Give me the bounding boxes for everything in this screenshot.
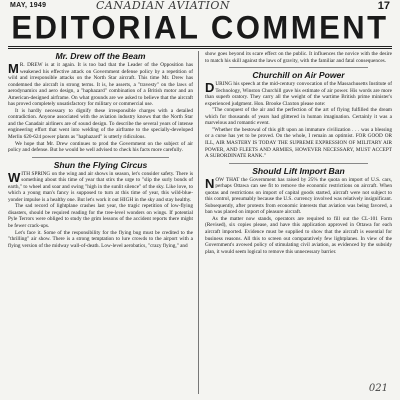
article-paragraph: "The conquest of the air and the perfection of the art of flying fulfilled the dream which for thousands of years had glittered in human imagination. Certainly it was a marvelous and romantic event.: [205, 107, 392, 127]
article-continuation: show goes beyond its scare effect on the public. It influences the novice with the desire to match his skill against the laws of gravity, with the familiar and fatal consequences.: [205, 51, 392, 64]
handwritten-signature: 021: [368, 383, 388, 394]
issue-date: MAY, 1949: [10, 2, 47, 9]
article-paragraph: We hope that Mr. Drew continues to prod the Government on the subject of air policy and defense. But he would be well advised to check his facts more carefully.: [8, 140, 193, 154]
article-drew: [8, 51, 193, 154]
article-import-ban: [205, 166, 392, 256]
article-paragraph: "Whether the bestowal of this gift upon an immature civilization . . . was a blessing or a curse has yet to be proved. On the whole, I remain an optimist. FOR GOOD OR ILL, AIR MASTERY IS TODAY THE SUPREME EXPRESSION OF MILITARY AIR POWER, AND FLEETS AND ARMIES, HOWEVER NECESSARY, MUST ACCEPT A SUBORDINATE RANK.": [205, 126, 392, 160]
masthead-rule-top: [8, 46, 392, 47]
masthead-rule-bottom: [8, 48, 392, 49]
article-paragraph: DURING his speech at the mid-century convocation of the Massachusetts Institute of Technology, Winston Churchill gave his estimate of air power. His words are more than superb oratory. They carry all the weight of the wartime British prime minister's experienced judgment. Hon. Brooke Claxton please note:: [205, 80, 392, 107]
handwritten-note: CANADIAN AVIATION: [96, 0, 231, 12]
section-divider: [229, 67, 368, 68]
left-column: [8, 51, 193, 396]
article-paragraph: M R. DREW is at it again. It is too bad that the Leader of the Opposition has weakened his effective attack on Government defense policy by a repetition of wild and irresponsible attacks on the North Star aircraft. This time Mr. Drew has condemned the aircraft in strong terms. It is, he asserts, a "travesty" on the laws of aerodynamics and aero design, a "haphazard" combination of a British motor and an American-designed airframe. On what grounds are we asked to believe that the aircraft has proved completely unsatisfactory for military or commercial use.: [8, 61, 193, 108]
section-divider: [229, 163, 368, 164]
article-paragraph: WITH SPRING on the wing and air shows in season, let's consider safety. There is something about this time of year that stirs the urge to "slip the surly bonds of earth," to wheel and soar and swing "high in the sunlit silence" of the sky. Like love, to which a young man's fancy is supposed to turn at this time of year, this wild-blue-yonder impulse is a healthy one. But let's work it out HIGH in the sky and stay healthy.: [8, 169, 193, 203]
article-paragraph: Let's face it. Some of the responsibility for the flying bug must be credited to the "thrilling" air show. There is a strong temptation to lure crowds to the airport with a flying version of the midway wall-of-death. Low-level aerobatics, "crazy flying," and: [8, 229, 193, 249]
page-number: 17: [377, 0, 390, 12]
article-paragraph: It is hardly necessary to dignify these irresponsible charges with a detailed contradiction. Anyone associated with the aviation industry knows that the North Star and the Canadair airliners are of sound design. To describe the several years of intense engineering effort that went into welding of the airframe to the specially-developed Merlin 620-624 power plants as "haphazard" is utterly ridiculous.: [8, 107, 193, 141]
right-column: [205, 51, 392, 396]
article-paragraph: NOW THAT the Government has raised by 25% the quota on import of U.S. cars, perhaps Ottawa can see fit to remove the economic restrictions on aircraft. When quotas and restrictions on import of capital goods started, aircraft were not subject to this control, presumably because the U.S. currency involved was relatively insignificant. Subsequently, after protests from economic interests that aviation was being favored, a ban was placed on import of pleasure aircraft.: [205, 175, 392, 216]
article-flying-circus: [8, 160, 193, 250]
article-title: Should Lift Import Ban: [252, 165, 345, 176]
drop-cap: M: [8, 61, 19, 76]
article-paragraph: The sad record of lightplane crashes last year, the tragic repetition of low-flying disasters, should be required reading for the tree-level wonders on wings. If potential Pyle Terrors were obliged to study the grim lessons of the accident reports there might be fewer crack-ups.: [8, 203, 193, 230]
drop-cap: N: [205, 175, 215, 191]
article-title: Shun the Flying Circus: [53, 159, 148, 170]
article-paragraph: As the matter now stands, operators are required to fill out the CL-101 Form (Revised), six copies please, and have this application approved in Ottawa for each aircraft imported. Evidence must be supplied to show that the aircraft is essential for business reasons. All this to screen out comparatively few lightplanes. In view of the Government's avowed policy of stimulating civil aviation, as evidenced by the subsidy plan, it would seem logical to remove this unnecessary barrier.: [205, 215, 392, 255]
article-title: Mr. Drew off the Beam: [55, 51, 146, 61]
section-divider: [32, 157, 169, 158]
article-title: Churchill on Air Power: [252, 70, 345, 81]
column-divider: [198, 51, 199, 394]
drop-cap: W: [8, 169, 21, 185]
page-title: EDITORIAL COMMENT: [11, 9, 389, 46]
drop-cap: D: [205, 80, 215, 96]
article-churchill: [205, 70, 392, 160]
